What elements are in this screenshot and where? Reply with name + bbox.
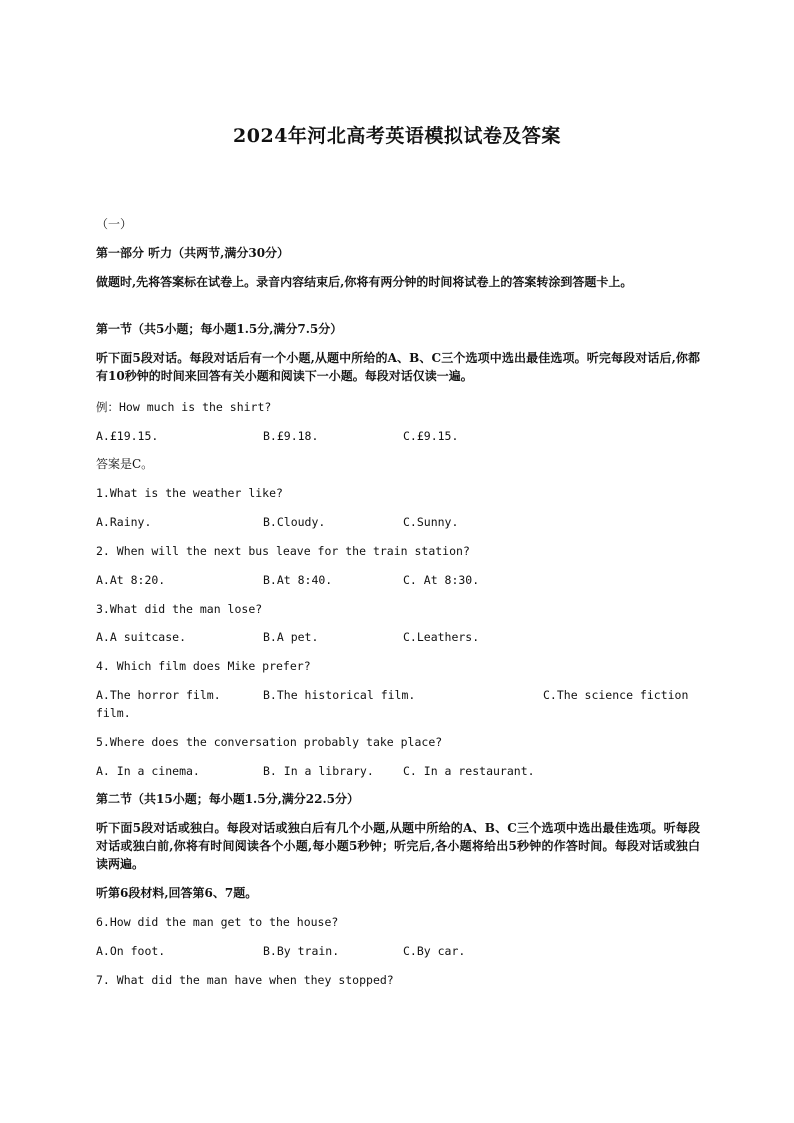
option-b: B.A pet. <box>263 630 319 644</box>
question-4-options <box>96 686 700 704</box>
question-7: 7. What did the man have when they stopped? <box>96 973 394 987</box>
option-a: A.On foot. <box>96 944 166 958</box>
example-question: 例：How much is the shirt? <box>96 400 272 414</box>
option-c: C. At 8:30. <box>403 573 480 587</box>
option-c: C.The science fiction <box>543 688 689 702</box>
section1-instruction: 听下面5段对话。每段对话后有一个小题,从题中所给的A、B、C三个选项中选出最佳选项。听完每段对话后,你都有10秒钟的时间来回答有关小题和阅读下一小题。每段对话仅读一遍。 <box>96 351 700 383</box>
option-b: B.The historical film. <box>263 688 416 702</box>
part1-instruction: 做题时,先将答案标在试卷上。录音内容结束后,你将有两分钟的时间将试卷上的答案转涂到答题卡上。 <box>96 275 633 289</box>
question-2-options <box>96 571 700 589</box>
question-6: 6.How did the man get to the house? <box>96 915 339 929</box>
option-c: C.Leathers. <box>403 630 480 644</box>
example-options <box>96 427 700 445</box>
option-b: B.By train. <box>263 944 340 958</box>
question-6-options <box>96 942 700 960</box>
question-2: 2. When will the next bus leave for the train station? <box>96 544 470 558</box>
material-6-heading: 听第6段材料,回答第6、7题。 <box>96 886 258 900</box>
example-answer: 答案是C。 <box>96 457 154 471</box>
option-a: A.£19.15. <box>96 429 159 443</box>
option-c: C.£9.15. <box>403 429 459 443</box>
question-4-option-c-wrap: film. <box>96 706 131 720</box>
question-5-options <box>96 762 700 780</box>
question-1-options <box>96 513 700 531</box>
section2-instruction: 听下面5段对话或独白。每段对话或独白后有几个小题,从题中所给的A、B、C三个选项中选出最佳选项。听每段对话或独白前,你将有时间阅读各个小题,每小题5秒钟；听完后,各小题将给出5秒钟的作答时间。每段对话或独白读两遍。 <box>96 821 700 871</box>
option-b: B.Cloudy. <box>263 515 326 529</box>
section2-header: 第二节（共15小题；每小题1.5分,满分22.5分） <box>96 792 359 806</box>
option-b: B. In a library. <box>263 764 374 778</box>
option-c: C.By car. <box>403 944 466 958</box>
section-marker: （一） <box>96 217 133 231</box>
option-a: A.Rainy. <box>96 515 152 529</box>
option-b: B.At 8:40. <box>263 573 333 587</box>
option-b: B.£9.18. <box>263 429 319 443</box>
option-a: A. In a cinema. <box>96 764 200 778</box>
question-4: 4. Which film does Mike prefer? <box>96 659 311 673</box>
question-3: 3.What did the man lose? <box>96 602 263 616</box>
section1-header: 第一节（共5小题；每小题1.5分,满分7.5分） <box>96 322 343 336</box>
option-a: A.At 8:20. <box>96 573 166 587</box>
question-5: 5.Where does the conversation probably take place? <box>96 735 443 749</box>
option-a: A.The horror film. <box>96 688 221 702</box>
document-title: 2024年河北高考英语模拟试卷及答案 <box>233 125 561 147</box>
part1-header: 第一部分 听力（共两节,满分30分） <box>96 246 290 260</box>
option-a: A.A suitcase. <box>96 630 187 644</box>
question-1: 1.What is the weather like? <box>96 486 283 500</box>
question-3-options <box>96 628 700 646</box>
option-c: C.Sunny. <box>403 515 459 529</box>
option-c: C. In a restaurant. <box>403 764 535 778</box>
